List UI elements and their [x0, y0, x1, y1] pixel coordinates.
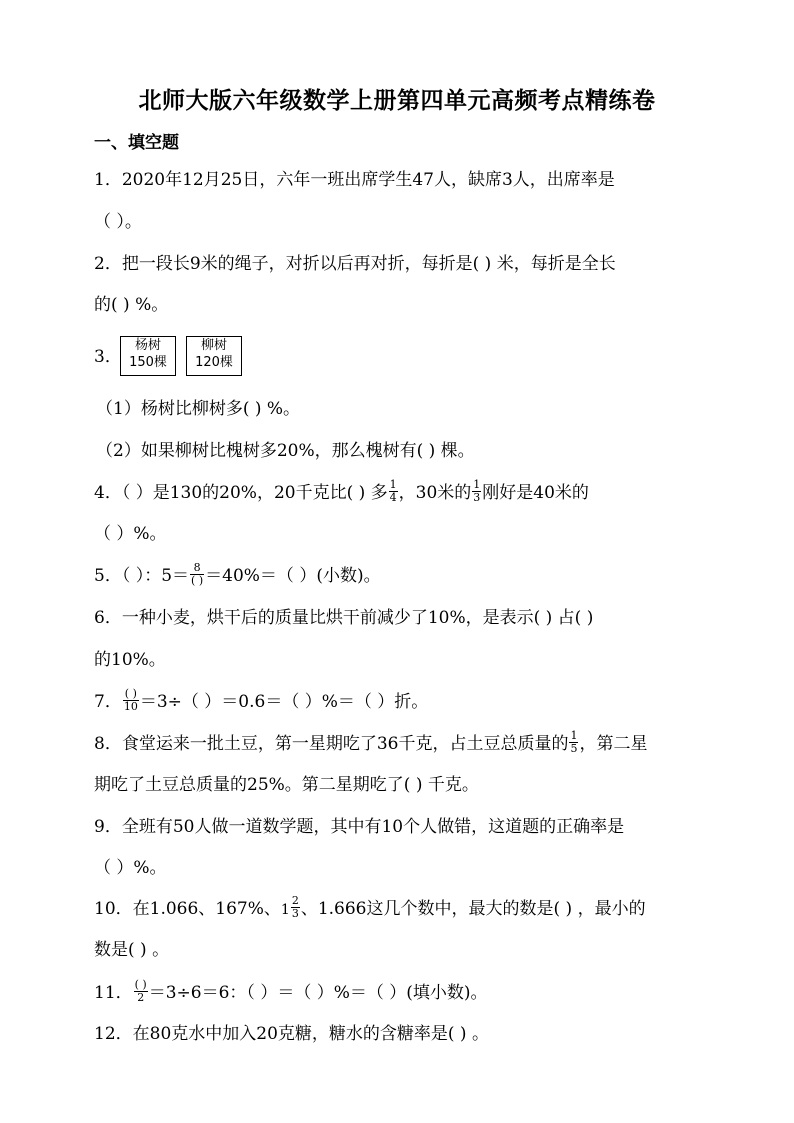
fraction-numerator: 8	[190, 562, 204, 575]
question-8-text-a: 8．食堂运来一批土豆，第一星期吃了36千克，占土豆总质量的	[94, 734, 569, 754]
fraction-denominator: 10	[123, 700, 138, 713]
question-5-text-b: ＝40%＝（ ）(小数)。	[205, 566, 381, 586]
fraction-numerator: 1	[570, 729, 578, 742]
question-12-line: 12．在80克水中加入20克糖，糖水的含糖率是( ) 。	[94, 1024, 489, 1044]
question-11-line	[94, 978, 488, 1006]
willow-tree-box	[186, 336, 242, 376]
fraction-numerator: 1	[473, 478, 481, 491]
question-3-part-1: （1）杨树比柳树多( ) %。	[96, 399, 301, 419]
question-4-text-a: 4．（ ）是130的20%，20千克比( ) 多	[94, 483, 388, 503]
fraction-numerator: ( )	[124, 687, 137, 700]
question-4-line-2: （ ）%。	[94, 524, 167, 544]
fraction-denominator: 2	[137, 991, 145, 1004]
question-8-text-b: ，第二星	[579, 734, 648, 754]
question-5-text-a: 5．（ ）：5＝	[94, 566, 190, 586]
fraction-blank-over-2	[134, 979, 148, 1004]
fraction-blank-over-10	[123, 688, 139, 713]
question-3-part-2: （2）如果柳树比槐树多20%，那么槐树有( ) 棵。	[96, 441, 475, 461]
page-title: 北师大版六年级数学上册第四单元高频考点精练卷	[138, 87, 656, 114]
question-7-number: 7．	[94, 692, 122, 712]
fraction-8-over-blank	[190, 562, 204, 587]
fraction-denominator: 3	[473, 491, 481, 504]
question-11-number: 11．	[94, 983, 133, 1003]
question-3-label: 3．	[94, 347, 122, 367]
question-9-line-2: （ ）%。	[94, 858, 167, 878]
fraction-denominator: ( )	[191, 574, 204, 587]
fraction-one-third	[472, 479, 481, 504]
poplar-tree-box	[120, 336, 176, 376]
question-5-line	[94, 561, 381, 589]
question-2-line-1: 2．把一段长9米的绳子，对折以后再对折，每折是( ) 米，每折是全长	[94, 254, 616, 274]
question-1-line-2: （ ）。	[94, 212, 142, 232]
question-10-text-b: 、1.666这几个数中，最大的数是( ) ，最小的	[300, 899, 646, 919]
question-7-line	[94, 687, 429, 715]
question-4-text-c: 刚好是40米的	[482, 483, 589, 503]
mixed-number-whole: 1	[280, 902, 290, 918]
question-10-line-2: 数是( ) 。	[94, 940, 170, 960]
question-2-line-2: 的( ) %。	[94, 295, 169, 315]
fraction-denominator: 4	[389, 491, 397, 504]
fraction-numerator: 2	[291, 894, 299, 907]
question-8-line-2: 期吃了土豆总质量的25%。第二星期吃了( ) 千克。	[94, 775, 479, 795]
fraction-numerator: ( )	[134, 978, 147, 991]
question-11-text: ＝3÷6＝6：（ ）＝（ ）%＝（ ）(填小数)。	[148, 983, 488, 1003]
question-6-line-1: 6．一种小麦，烘干后的质量比烘干前减少了10%，是表示( ) 占( )	[94, 608, 594, 628]
fraction-one-quarter	[389, 479, 398, 504]
question-6-line-2: 的10%。	[94, 650, 166, 670]
question-1-line-1: 1．2020年12月25日，六年一班出席学生47人，缺席3人，出席率是	[94, 170, 615, 190]
fraction-denominator: 5	[570, 742, 578, 755]
fraction-two-thirds	[291, 895, 300, 920]
poplar-count: 150棵	[129, 355, 167, 370]
fraction-denominator: 3	[291, 907, 299, 920]
question-7-text: ＝3÷（ ）＝0.6＝（ ）%＝（ ）折。	[139, 692, 429, 712]
willow-count: 120棵	[195, 355, 233, 370]
poplar-label: 杨树	[134, 338, 161, 353]
question-9-line-1: 9．全班有50人做一道数学题，其中有10个人做错，这道题的正确率是	[94, 817, 625, 837]
question-8-line-1	[94, 729, 648, 757]
section-heading: 一、填空题	[94, 133, 179, 153]
question-10-line-1	[94, 894, 646, 922]
fraction-numerator: 1	[389, 478, 397, 491]
fraction-one-fifth	[569, 730, 578, 755]
question-10-text-a: 10．在1.066、167%、	[94, 899, 281, 919]
willow-label: 柳树	[200, 338, 227, 353]
question-4-line-1	[94, 478, 589, 506]
question-4-text-b: ，30米的	[398, 483, 472, 503]
